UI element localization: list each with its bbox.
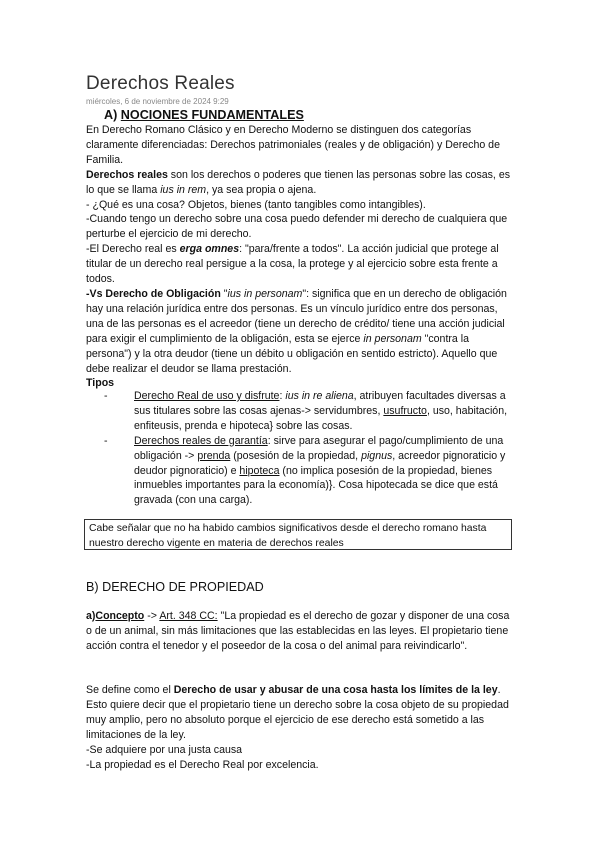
section-b-heading: B) DERECHO DE PROPIEDAD	[86, 580, 264, 594]
item1-text-3: , uso, habitación, enfiteusis, prenda e hipoteca} sobre las cosas.	[134, 404, 508, 432]
tipos-heading: Tipos	[86, 377, 115, 390]
concepto-arrow: ->	[144, 610, 160, 622]
item1-text: :	[279, 390, 286, 402]
vs-text-3: "contra la persona") y la otra deudor (tiene un débito u obligación en sentido estricto). Aquello que debe realizar el deudor se llama prestación.	[86, 332, 498, 375]
item1-latin: ius in re aliena	[285, 390, 354, 402]
item1-usufructo: usufructo	[383, 404, 427, 417]
question-cosa: - ¿Qué es una cosa? Objetos, bienes (tanto tangibles como intangibles).	[86, 198, 426, 211]
section-a-body	[86, 123, 516, 391]
list-dash: -	[104, 434, 108, 447]
def-b-text-2: . Esto quiere decir que el propietario tiene un derecho sobre la cosa objeto de su propiedad muy amplio, pero no absoluto porque el ejercicio de ese derecho está sometido a las limitaciones de la ley.	[86, 684, 509, 741]
item2-latin: pignus	[361, 449, 393, 462]
section-b-body	[86, 609, 516, 654]
obligation-paragraph	[86, 287, 516, 376]
item2-text: : sirve para asegurar el pago/cumplimiento de una obligación ->	[134, 434, 504, 462]
intro-paragraph: En Derecho Romano Clásico y en Derecho Moderno se distinguen dos categorías claramente diferenciadas: Derechos patrimoniales (reales y de obligación) y Derecho de Familia.	[86, 124, 500, 166]
definition-paragraph	[86, 168, 516, 198]
section-a-heading	[104, 108, 304, 122]
item1-term: Derecho Real de uso y disfrute	[134, 390, 280, 402]
item2-hipoteca: hipoteca	[239, 464, 280, 477]
vs-latin: ius in personam	[227, 287, 303, 300]
concepto-label: a)	[86, 610, 96, 622]
item1-text-2: , atribuyen facultades diversas a sus titulares sobre las cosas ajenas-> servidumbres,	[134, 390, 506, 417]
concepto-term: Concepto	[95, 610, 145, 622]
item2-term: Derechos reales de garantía	[134, 434, 268, 447]
article-quote: "La propiedad es el derecho de gozar y disponer de una cosa o de un animal, sin más limitaciones que las establecidas en las leyes. El propietario tiene acción contra el tenedor y el poseedor de la cosa o del animal para reivindicarlo".	[86, 610, 510, 652]
concepto-paragraph	[86, 609, 516, 654]
def-term: Derechos reales	[86, 168, 168, 181]
definition-paragraph-b	[86, 683, 516, 743]
note-box: Cabe señalar que no ha habido cambios significativos desde el derecho romano hasta nuestro derecho vigente en materia de derechos reales	[84, 519, 512, 550]
item2-prenda: prenda	[197, 449, 231, 462]
section-a-title: NOCIONES FUNDAMENTALES	[120, 108, 304, 122]
section-a-letter: A)	[104, 108, 118, 122]
vs-latin-2: in personam	[363, 332, 422, 345]
definition-block	[86, 683, 516, 772]
erga-term: erga omnes	[179, 243, 240, 256]
page-date: miércoles, 6 de noviembre de 2024 9:29	[86, 97, 229, 106]
tipos-list	[104, 389, 516, 508]
item2-text-2: (posesión de la propiedad,	[230, 449, 362, 462]
list-item	[104, 434, 516, 509]
erga-text: -El Derecho real es	[86, 243, 180, 256]
def-latin: ius in rem	[160, 183, 207, 196]
excellence-line: -La propiedad es el Derecho Real por excelencia.	[86, 758, 319, 771]
page-title: Derechos Reales	[86, 73, 235, 94]
def-text-end: , ya sea propia o ajena.	[206, 183, 317, 196]
defense-paragraph: -Cuando tengo un derecho sobre una cosa puedo defender mi derecho de cualquiera que perturbe el ejercicio de mi derecho.	[86, 213, 508, 241]
erga-text-end: : "para/frente a todos". La acción judicial que protege al titular de un derecho real persigue a la cosa, la protege y al ejercicio sobre esta frente a todos.	[86, 243, 499, 286]
erga-omnes-paragraph	[86, 242, 516, 287]
def-b-text: Se define como el	[86, 684, 174, 696]
def-text: son los derechos o poderes que tienen las personas sobre las cosas, es lo que se llama	[86, 168, 511, 196]
list-item	[104, 389, 516, 434]
article-link: Art. 348 CC:	[159, 610, 218, 622]
item2-text-3: , acreedor pignoraticio y deudor pignoraticio) e	[134, 449, 506, 477]
item2-text-4: (no implica posesión de la propiedad, bienes inmuebles importantes para la economía)}. Cosa hipotecada se dice que está gravada (con una carga).	[134, 464, 498, 507]
def-b-term: Derecho de usar y abusar de una cosa hasta los límites de la ley	[173, 684, 498, 696]
acquisition-line: -Se adquiere por una justa causa	[86, 743, 243, 756]
list-dash: -	[104, 390, 108, 402]
vs-text: "	[220, 287, 228, 300]
vs-text-2: ": significa que en un derecho de obligación hay una relación jurídica entre dos personas. Es un vínculo jurídico entre dos personas, una de las personas es el acreedor (tiene un derecho de crédito/ tiene una acción judicial para exigir el cumplimiento de la obligación, esta se ejerce	[86, 287, 507, 345]
vs-term: -Vs Derecho de Obligación	[86, 287, 221, 300]
